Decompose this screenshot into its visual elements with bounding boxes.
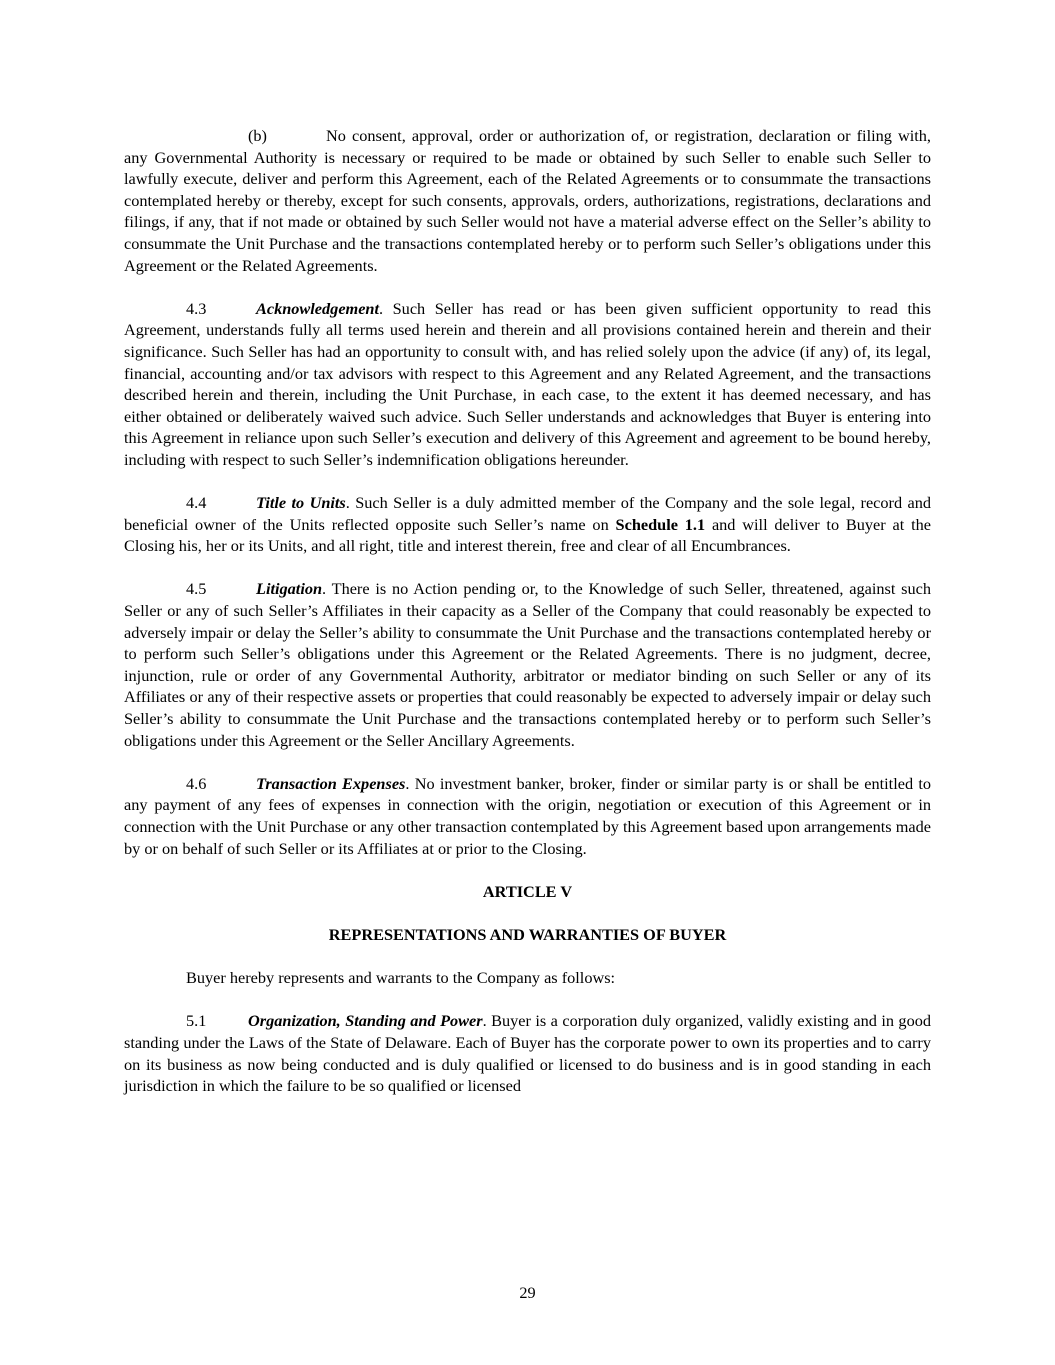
section-text: . Such Seller has read or has been given sufficient opportunity to read this Agreement, understands fully all terms used herein and therein and all provisions contained herein and therein and their significance. Such Seller has had an opportunity to consult with, and has relied solely upon the advice (if any) of, its legal, financial, accounting and/or tax advisors with respect to this Agreement and any Related Agreement, and the transactions described herein and therein, including the Unit Purchase, in each case, to the extent it has deemed necessary, and has either obtained or deliberately waived such advice. Such Seller understands and acknowledges that Buyer is entering into this Agreement in reliance upon such Seller’s execution and delivery of this Agreement and agreement to be bound hereby, including with respect to such Seller’s indemnification obligations hereunder. xyxy=(124,298,931,469)
section-4-3 xyxy=(124,298,931,471)
section-number: 4.5 xyxy=(186,579,207,599)
section-number: 4.4 xyxy=(186,493,207,513)
schedule-reference: Schedule 1.1 xyxy=(615,514,706,534)
section-title: Acknowledgement xyxy=(256,298,380,318)
section-text-continued: and will deliver to Buyer at the Closing his, her or its Units, and all right, title and interest therein, free and clear of all Encumbrances. xyxy=(124,514,931,556)
section-text: . Buyer is a corporation duly organized, validly existing and in good standing under the Laws of the State of Delaware. Each of Buyer has the corporate power to own its properties and to carry on its business as now being conducted and is duly qualified or licensed to do business and is in good standing in each jurisdiction in which the failure to be so qualified or licensed xyxy=(124,1011,931,1096)
article-title: ARTICLE V xyxy=(482,881,573,901)
section-4-2-b xyxy=(124,125,931,276)
section-4-6 xyxy=(124,773,931,859)
section-title: Transaction Expenses xyxy=(256,773,406,793)
section-title: Title to Units xyxy=(256,493,346,513)
page-number: 29 xyxy=(519,1283,536,1302)
section-number: 5.1 xyxy=(186,1011,207,1031)
article-subtitle: REPRESENTATIONS AND WARRANTIES OF BUYER xyxy=(328,924,727,944)
section-text: . There is no Action pending or, to the Knowledge of such Seller, threatened, against such Seller or any of such Seller’s Affiliates in their capacity as a Seller of the Company that could reasonably be expected to adversely impair or delay the Seller’s ability to consummate the Unit Purchase and the transactions contemplated hereby or to perform such Seller’s obligations under this Agreement or the Related Agreements. There is no judgment, decree, injunction, rule or order of any Governmental Authority, arbitrator or mediator binding on such Seller or any of its Affiliates or any of their respective assets or properties that could reasonably be expected to adversely impair or delay such Seller’s ability to consummate the Unit Purchase and the transactions contemplated hereby or to perform such Seller’s obligations under this Agreement or the Seller Ancillary Agreements. xyxy=(124,579,931,750)
section-number: 4.6 xyxy=(186,773,207,793)
section-number: 4.3 xyxy=(186,298,207,318)
section-label: (b) xyxy=(248,126,267,145)
section-text: . No investment banker, broker, finder or similar party is or shall be entitled to any payment of any fees of expenses in connection with the origin, negotiation or execution of this Agreement or in connection with the Unit Purchase or any other transaction contemplated by this Agreement based upon arrangements made by or on behalf of such Seller or its Affiliates at or prior to the Closing. xyxy=(124,773,931,858)
section-title: Litigation xyxy=(256,579,323,599)
section-4-4 xyxy=(124,492,931,557)
section-5-1 xyxy=(124,1010,931,1096)
article-intro: Buyer hereby represents and warrants to the Company as follows: xyxy=(186,968,616,988)
section-text: . Such Seller is a duly admitted member of the Company and the sole legal, record and beneficial owner of the Units reflected opposite such Seller’s name on xyxy=(124,493,932,534)
section-text: No consent, approval, order or authorization of, or registration, declaration or filing with, any Governmental Authority is necessary or required to be made or obtained by such Seller to enable such Seller to lawfully execute, deliver and perform this Agreement, each of the Related Agreements or to consummate the transactions contemplated hereby or thereby, except for such consents, approvals, orders, authorizations, registrations, declarations and filings, if any, that if not made or obtained by such Seller would not have a material adverse effect on the Seller’s ability to consummate the Unit Purchase and the transactions contemplated hereby or to perform such Seller’s obligations under this Agreement or the Related Agreements. xyxy=(124,126,931,275)
document-page xyxy=(124,125,931,1118)
section-4-5 xyxy=(124,578,931,751)
section-title: Organization, Standing and Power xyxy=(248,1011,483,1031)
